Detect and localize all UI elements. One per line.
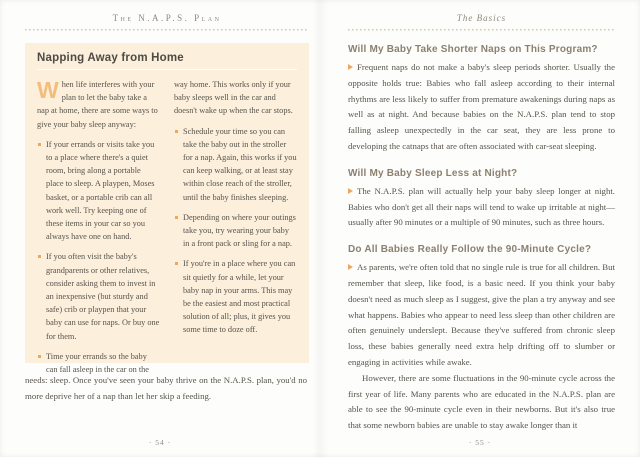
- qa-heading: Will My Baby Sleep Less at Night?: [348, 167, 518, 179]
- box-bullet-list-1: [37, 138, 160, 376]
- list-item: [37, 138, 160, 244]
- box-continuation-text: way home. This works only if your baby sleeps well in the car and doesn't wake up when the car stops.: [174, 80, 293, 116]
- list-item-text: If your errands or visits take you to a place where there's a quiet room, bring along a portable place to sleep. A playpen, Moses basket, or a portable crib can all work well. Try keeping one of these items in your car so you always have one on hand.: [46, 139, 155, 242]
- list-item: [174, 211, 297, 251]
- left-page-number: · 54 ·: [148, 438, 172, 447]
- list-item: [37, 250, 160, 342]
- box-intro-paragraph: [37, 78, 160, 131]
- qa-paragraph-text: Frequent naps do not make a baby's sleep periods shorter. Usually the opposite holds true: Babies who fall asleep according to their internal rhythms are less likely to suffer from premature awakenings during naps as well as at night. And because babies on the N.A.P.S. plan tend to stop falling asleep unexpectedly in the car seat, they are less prone to developing the catnaps that are often associated with car-seat sleeping.: [348, 62, 615, 151]
- qa-paragraph: [348, 184, 615, 231]
- bullet-icon: [175, 130, 178, 133]
- right-page-number: · 55 ·: [468, 438, 492, 447]
- bullet-icon: [38, 143, 41, 146]
- list-item-text: Schedule your time so you can take the baby out in the stroller for a nap. Again, this works if you can keep walking, or at least stay within close reach of the stroller, until the baby finishes sleeping.: [183, 126, 297, 202]
- qa-paragraph: [348, 60, 615, 155]
- sidebar-box-title: Napping Away from Home: [37, 52, 297, 70]
- box-bullet-list-2: [174, 125, 297, 337]
- sidebar-box: [25, 43, 309, 375]
- arrow-bullet-icon: [348, 188, 353, 194]
- arrow-bullet-icon: [348, 64, 353, 70]
- box-intro-text: hen life interferes with your plan to let the baby take a nap at home, there are some ways to give your baby sleep anyway:: [37, 80, 158, 129]
- qa-section: [348, 244, 615, 434]
- arrow-bullet-icon: [348, 264, 353, 270]
- bullet-icon: [175, 216, 178, 219]
- bullet-icon: [175, 262, 178, 265]
- sidebar-box-columns: [37, 78, 297, 376]
- qa-paragraph: [348, 260, 615, 371]
- qa-paragraph-followup: However, there are some fluctuations in the 90-minute cycle across the first year of life. Many parents who are educated in the N.A.P.S. plan are able to see the 90-minute cycle even in their newborns. But it's also true that some newborn babies are unable to stay awake longer than it: [348, 372, 615, 431]
- list-item-text: Time your errands so the baby can fall asleep in the car on the: [46, 351, 149, 375]
- sidebar-box-column-2: [174, 78, 297, 376]
- left-header-divider: [25, 29, 309, 31]
- qa-paragraph-text: As parents, we're often told that no single rule is true for all children. But remember that sleep, like food, is a basic need. If you think your baby doesn't need as much sleep as I suggest, give the plan a try anyway and see what happens. Babies who appear to need less sleep than other children are often genuinely underslept. Because they've suffered from chronic sleep loss, these babies generally need extra help drifting off to slumber or engaging in activities while awake.: [348, 262, 615, 367]
- list-item-text: If you're in a place where you can sit quietly for a while, let your baby nap in your arms. This may be the easiest and most practical solution of all; plus, it gives you some time to doze off.: [183, 259, 296, 335]
- list-item: [174, 125, 297, 204]
- left-running-head: The N.A.P.S. Plan: [112, 13, 222, 23]
- list-item-text: Depending on where your outings take you, try wearing your baby in a front pack or sling for a nap.: [183, 212, 296, 249]
- dropcap-letter: W: [37, 77, 59, 103]
- bullet-icon: [38, 255, 41, 258]
- qa-heading: Do All Babies Really Follow the 90-Minute Cycle?: [348, 244, 592, 256]
- list-item: [174, 257, 297, 336]
- qa-section: [348, 44, 615, 155]
- qa-paragraph-text: The N.A.P.S. plan will actually help your baby sleep longer at night. Babies who don't get all their naps will tend to wake up irritable at night—usually after 90 minutes or a multiple of 90 minutes, such as three hours.: [348, 185, 615, 228]
- left-page-body-text: needs: sleep. Once you've seen your baby thrive on the N.A.P.S. plan, you'd no more deprive her of a nap than let her skip a feeding.: [25, 375, 307, 401]
- sidebar-box-column-1: [37, 78, 160, 376]
- list-item-text: If you often visit the baby's grandparents or other relatives, consider asking them to invest in an inexpensive (but sturdy and safe) crib or playpen that your baby can use for naps. Or buy one for them.: [46, 252, 160, 341]
- bullet-icon: [38, 355, 41, 358]
- list-item: [37, 350, 160, 376]
- right-page: [320, 0, 640, 457]
- qa-section: [348, 168, 615, 231]
- qa-heading: Will My Baby Take Shorter Naps on This Program?: [348, 44, 598, 55]
- right-header-divider: [348, 29, 615, 31]
- right-running-head: The Basics: [456, 13, 507, 23]
